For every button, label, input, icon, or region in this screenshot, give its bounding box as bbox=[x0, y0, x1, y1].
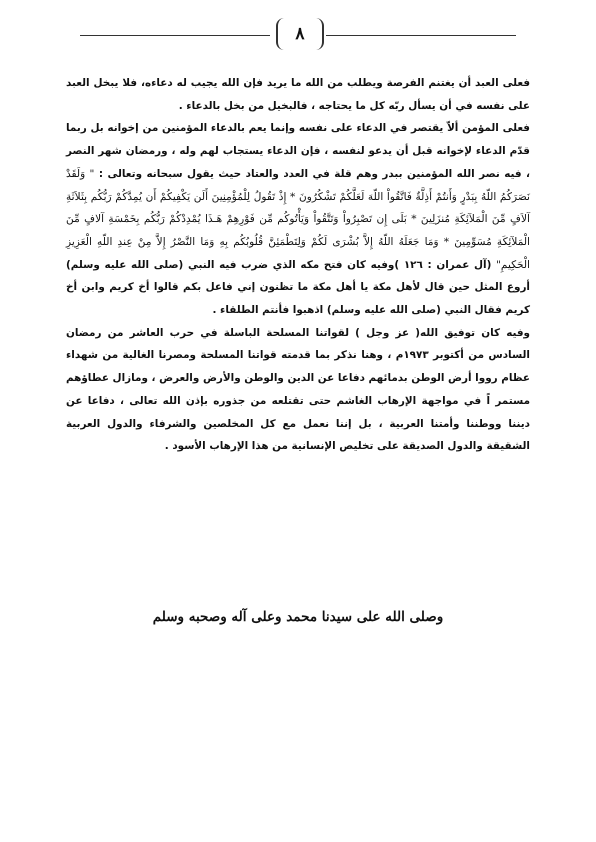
body-text bbox=[66, 72, 530, 458]
page-header bbox=[80, 18, 516, 52]
paragraph-3: وفيه كان فتح مكه الذي ضرب فيه النبي (صلى الله عليه وسلم) أروع المثل حين قال لأهل مكة يا أهل مكة ما تظنون إني فاعل بكم قالوا أخ كريم وابن أخ كريم فقال النبي (صلى الله عليه وسلم) اذهبوا فأنتم الطلقاء . bbox=[66, 258, 530, 317]
verse-reference: (آل عمران : ١٢٦ ) bbox=[394, 258, 492, 271]
paragraph-2-text: فعلى المؤمن ألاّ يقتصر في الدعاء على نفسه وإنما يعم بالدعاء المؤمنين من إخوانه بل ربما قدّم الدعاء لإخوانه قبل أن يدعو لنفسه ، فإن الدعاء يستجاب لهم وله ، ورمضان شهر النصر ، فيه نصر الله المؤمنين ببدر وهم قلة في العدد والعتاد حيث يقول سبحانه وتعالى : bbox=[66, 122, 530, 180]
header-rule-left bbox=[80, 35, 270, 36]
paragraph-4: وفيه كان توفيق الله( عز وجل ) لقواتنا المسلحة الباسلة في حرب العاشر من رمضان السادس من أكتوبر ١٩٧٣م ، وهنا نذكر بما قدمته قواتنا المسلحة ومصرنا الغالية من شهداء عظام رووا أرض الوطن بدمائهم دفاعا عن الدين والوطن والأرض والعرض ، ومازال عطاؤهم مستمر اً في مواجهة الإرهاب الغاشم حتى تقتلعه من جذوره بإذن الله تعالى ، دفاعا عن ديننا ووطننا وأمتنا العربية ، بل إننا نعمل مع كل المخلصين والشرفاء والدول العربية الشقيقة والدول الصديقة على تخليص الإنسانية من هذا الإرهاب الأسود . bbox=[66, 326, 530, 453]
paragraph-1: فعلى العبد أن يغتنم الفرصة ويطلب من الله ما يريد فإن الله يجيب له دعاءه، فلا يبخل العبد على نفسه في أن يسأل ربّه كل ما يحتاجه ، فالبخيل من بخل بالدعاء . bbox=[66, 77, 530, 112]
header-rule-right bbox=[326, 35, 516, 36]
quran-verse: " وَلَقَدْ نَصَرَكُمُ اللّهُ بِبَدْرٍ وَأَنتُمْ أَذِلَّةٌ فَاتَّقُواْ اللّهَ لَعَلَّكُمْ تَشْكُرُونَ * إِذْ تَقُولُ لِلْمُؤْمِنِينَ أَلَن يَكْفِيكُمْ أَن يُمِدَّكُمْ رَبُّكُم بِثَلاَثَةِ آلاَفٍ مِّنَ الْمَلآئِكَةِ مُنزَلِينَ * بَلَى إِن تَصْبِرُواْ وَتَتَّقُواْ وَيَأْتُوكُم مِّن فَوْرِهِمْ هَـذَا يُمْدِدْكُمْ رَبُّكُم بِخَمْسَةِ آلافٍ مِّنَ الْمَلآئِكَةِ مُسَوِّمِينَ * وَمَا جَعَلَهُ اللّهُ إِلاَّ بُشْرَى لَكُمْ وَلِتَطْمَئِنَّ قُلُوبُكُم بِهِ وَمَا النَّصْرُ إِلاَّ مِنْ عِندِ اللّهِ الْعَزِيزِ الْحَكِيمِ" bbox=[66, 167, 530, 271]
closing-prayer: وصلى الله على سيدنا محمد وعلى آله وصحبه وسلم bbox=[152, 609, 444, 625]
page-number: ٨ bbox=[276, 18, 324, 50]
paragraph-2 bbox=[66, 117, 530, 321]
